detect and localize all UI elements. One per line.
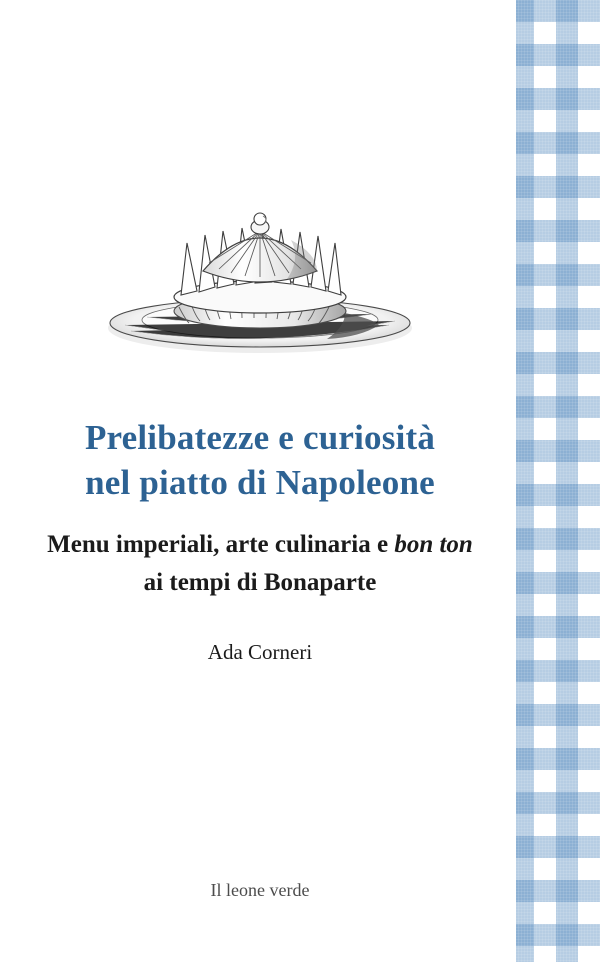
book-subtitle-line-1-text: Menu imperiali, arte culinaria e [47, 530, 395, 558]
book-author: Ada Corneri [207, 640, 313, 664]
book-subtitle-line-1 [0, 526, 520, 564]
book-subtitle [0, 526, 520, 602]
fabric-texture-overlay [512, 0, 600, 962]
book-subtitle-line-2: ai tempi di Bonaparte [143, 568, 377, 596]
publisher-name: Il leone verde [210, 880, 310, 900]
gingham-ribbon-decoration [512, 0, 600, 962]
covered-dish-illustration [0, 185, 520, 370]
book-title [0, 415, 520, 505]
book-title-line-2: nel piatto di Napoleone [85, 463, 435, 503]
covered-dish-engraving-svg [95, 185, 425, 370]
book-title-line-1: Prelibatezze e curiosità [84, 418, 436, 458]
book-subtitle-italic-phrase: bon ton [394, 530, 473, 558]
